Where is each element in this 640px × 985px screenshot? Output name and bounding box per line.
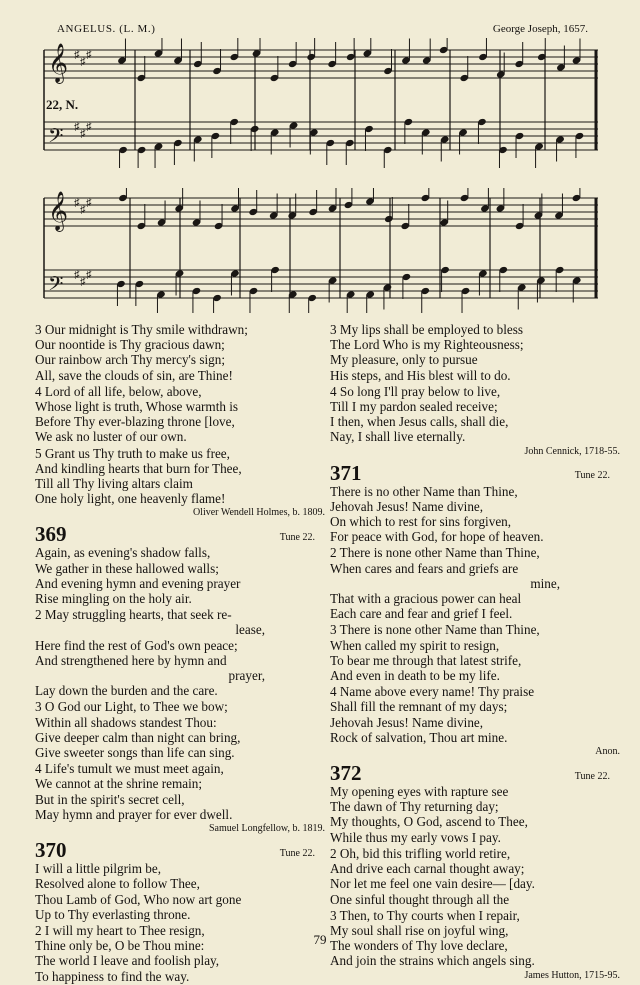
verse-line: We gather in these hallowed walls;: [35, 560, 219, 576]
staff: [44, 118, 598, 168]
verse-line: That with a gracious power can heal: [330, 591, 522, 607]
verse-line: Our rainbow arch Thy mercy's sign;: [35, 352, 226, 368]
verse-line: Whose light is truth, Whose warmth is: [35, 399, 239, 415]
verse-line: 4 So long I'll pray below to live,: [330, 383, 501, 399]
sharp-icon: ♯: [80, 56, 86, 68]
stanza: [35, 322, 325, 383]
hymn-number: 371: [330, 460, 362, 485]
verse-line: Within all shadows standest Thou:: [35, 714, 217, 730]
hymn-author: James Hutton, 1715-95.: [524, 969, 620, 981]
page-number: 79: [313, 932, 327, 947]
verse-line: 4 Name above every name! Thy praise: [330, 684, 535, 700]
right-column: [330, 322, 620, 982]
stanza: [330, 545, 620, 621]
sharp-icon: ♯: [74, 197, 80, 209]
verse-line: Resolved alone to follow Thee,: [35, 876, 200, 892]
verse-line: 2 May struggling hearts, that seek re-: [35, 607, 232, 623]
sharp-icon: ♯: [86, 197, 92, 209]
verse-line: And evening hymn and evening prayer: [35, 575, 241, 591]
verse-line: Rise mingling on the holy air.: [35, 591, 192, 607]
verse-line: To happiness to find the way.: [35, 968, 190, 984]
stanza: [330, 784, 620, 845]
verse-line: When cares and fears and griefs are: [330, 560, 519, 576]
verse-line: Jehovah Jesus! Name divine,: [330, 714, 484, 730]
verse-line: My opening eyes with rapture see: [330, 784, 509, 800]
hymn-header: [330, 462, 620, 484]
hymn-author: Anon.: [595, 746, 620, 758]
hymn-number: 372: [330, 761, 362, 786]
verse-line: mine,: [530, 575, 560, 591]
hymn-number: 369: [35, 522, 67, 547]
left-column: [35, 322, 325, 985]
verse-line: 3 My lips shall be employed to bless: [330, 322, 524, 337]
hymn-header: [35, 523, 325, 545]
verse-line: Each care and fear and grief I feel.: [330, 606, 513, 622]
treble-clef-icon: 𝄞: [48, 43, 69, 83]
stanza: [35, 446, 325, 507]
sharp-icon: ♯: [86, 269, 92, 281]
stanza: [330, 484, 620, 545]
sharp-icon: ♯: [80, 204, 86, 216]
stanza: [330, 846, 620, 907]
verse-line: 3 Our midnight is Thy smile withdrawn;: [35, 322, 248, 337]
bass-clef-icon: 𝄢: [48, 272, 64, 300]
verse-line: The wonders of Thy love declare,: [330, 938, 508, 954]
verse-line: I then, when Jesus calls, shall die,: [330, 414, 509, 430]
verse-line: 2 Oh, bid this trifling world retire,: [330, 845, 511, 861]
verse-line: 3 O God our Light, to Thee we bow;: [35, 699, 228, 715]
verse-line: The world I leave and foolish play,: [35, 953, 220, 969]
verse-line: 4 Life's tumult we must meet again,: [35, 761, 224, 777]
verse-line: But in the spirit's secret cell,: [35, 791, 185, 807]
verse-line: lease,: [235, 622, 265, 638]
verse-line: 2 I will my heart to Thee resign,: [35, 922, 205, 938]
staff: [44, 188, 598, 232]
verse-line: Till I my pardon sealed receive;: [330, 399, 498, 415]
verse-line: We cannot at the shrine remain;: [35, 776, 203, 792]
verse-line: When called my spirit to resign,: [330, 637, 500, 653]
hymn-header: [35, 839, 325, 861]
stanza: [330, 322, 620, 383]
verse-line: For peace with God, for hope of heaven.: [330, 529, 544, 545]
verse-line: Thine only be, O be Thou mine:: [35, 938, 205, 954]
verse-line: I will a little pilgrim be,: [35, 861, 161, 877]
sharp-icon: ♯: [74, 269, 80, 281]
tune-reference: Tune 22.: [279, 532, 315, 544]
tune-reference: Tune 22.: [574, 470, 610, 482]
verse-line: My pleasure, only to pursue: [330, 352, 478, 368]
verse-line: Jehovah Jesus! Name divine,: [330, 498, 484, 514]
verse-line: While thus my early vows I pay.: [330, 829, 501, 845]
verse-line: There is no other Name than Thine,: [330, 483, 518, 499]
verse-line: 5 Grant us Thy truth to make us free,: [35, 445, 230, 461]
verse-line: On which to rest for sins forgiven,: [330, 514, 512, 530]
tune-number: 22, N.: [46, 97, 79, 112]
verse-line: Nay, I shall live eternally.: [330, 429, 466, 445]
sharp-icon: ♯: [80, 128, 86, 140]
verse-line: Before Thy ever-blazing throne [love,: [35, 414, 235, 430]
verse-line: The dawn of Thy returning day;: [330, 799, 499, 815]
verse-line: The Lord Who is my Righteousness;: [330, 337, 524, 353]
verse-line: Here find the rest of God's own peace;: [35, 637, 238, 653]
verse-line: And join the strains which angels sing.: [330, 953, 535, 969]
tune-reference: Tune 22.: [279, 847, 315, 859]
hymn-number: 370: [35, 838, 67, 863]
verse-line: Give sweeter songs than life can sing.: [35, 745, 235, 761]
verse-line: Shall fill the remnant of my days;: [330, 699, 508, 715]
verse-line: Up to Thy everlasting throne.: [35, 906, 191, 922]
hymn-author: John Cennick, 1718-55.: [524, 445, 620, 457]
tune-name: ANGELUS. (L. M.): [57, 23, 156, 35]
verse-line: His steps, and His blest will to do.: [330, 367, 511, 383]
verse-line: Rock of salvation, Thou art mine.: [330, 729, 508, 745]
tune-reference: Tune 22.: [574, 770, 610, 782]
stanza: [330, 684, 620, 745]
verse-line: Nor let me feel one vain desire— [day.: [330, 876, 535, 892]
verse-line: prayer,: [228, 668, 265, 684]
verse-line: Give deeper calm than night can bring,: [35, 729, 241, 745]
verse-line: All, save the clouds of sin, are Thine!: [35, 367, 233, 383]
verse-line: To bear me through that latest strife,: [330, 652, 522, 668]
verse-line: 3 Then, to Thy courts when I repair,: [330, 907, 520, 923]
sharp-icon: ♯: [80, 276, 86, 288]
verse-line: Our noontide is Thy gracious dawn;: [35, 337, 225, 353]
verse-line: One holy light, one heavenly flame!: [35, 491, 226, 507]
verse-line: My thoughts, O God, ascend to Thee,: [330, 814, 528, 830]
sharp-icon: ♯: [74, 121, 80, 133]
stanza: [35, 761, 325, 822]
stanza: [35, 384, 325, 445]
stanza: [35, 861, 325, 922]
staff: [44, 266, 598, 313]
staff: [44, 38, 598, 84]
verse-line: And even in death to be my life.: [330, 668, 500, 684]
verse-line: And strengthened here by hymn and: [35, 652, 227, 668]
music-score-system-1: [40, 38, 602, 168]
stanza: [35, 699, 325, 760]
verse-line: May hymn and prayer for ever dwell.: [35, 806, 233, 822]
verse-line: Thou Lamb of God, Who now art gone: [35, 891, 242, 907]
verse-line: We ask no luster of our own.: [35, 429, 187, 445]
verse-line: One sinful thought through all the: [330, 891, 510, 907]
sharp-icon: ♯: [74, 49, 80, 61]
hymn-author: Oliver Wendell Holmes, b. 1809.: [192, 507, 325, 519]
tune-composer: George Joseph, 1657.: [492, 23, 588, 35]
sharp-icon: ♯: [86, 121, 92, 133]
verse-line: And drive each carnal thought away;: [330, 861, 525, 877]
stanza: [35, 607, 325, 698]
music-score-system-2: [40, 188, 602, 313]
hymn-author: Samuel Longfellow, b. 1819.: [208, 823, 325, 835]
verse-line: Again, as evening's shadow falls,: [35, 545, 211, 561]
verse-line: Lay down the burden and the care.: [35, 683, 218, 699]
verse-line: 3 There is none other Name than Thine,: [330, 622, 540, 638]
hymn-header: [330, 762, 620, 784]
verse-line: Till all Thy living altars claim: [35, 476, 193, 492]
sharp-icon: ♯: [86, 49, 92, 61]
bass-clef-icon: 𝄢: [48, 124, 64, 152]
verse-line: 4 Lord of all life, below, above,: [35, 383, 202, 399]
verse-line: My soul shall rise on joyful wing,: [330, 922, 509, 938]
verse-line: 2 There is none other Name than Thine,: [330, 545, 540, 561]
verse-line: And kindling hearts that burn for Thee,: [35, 460, 242, 476]
stanza: [330, 622, 620, 683]
treble-clef-icon: 𝄞: [48, 191, 69, 231]
stanza: [330, 384, 620, 445]
stanza: [35, 545, 325, 606]
